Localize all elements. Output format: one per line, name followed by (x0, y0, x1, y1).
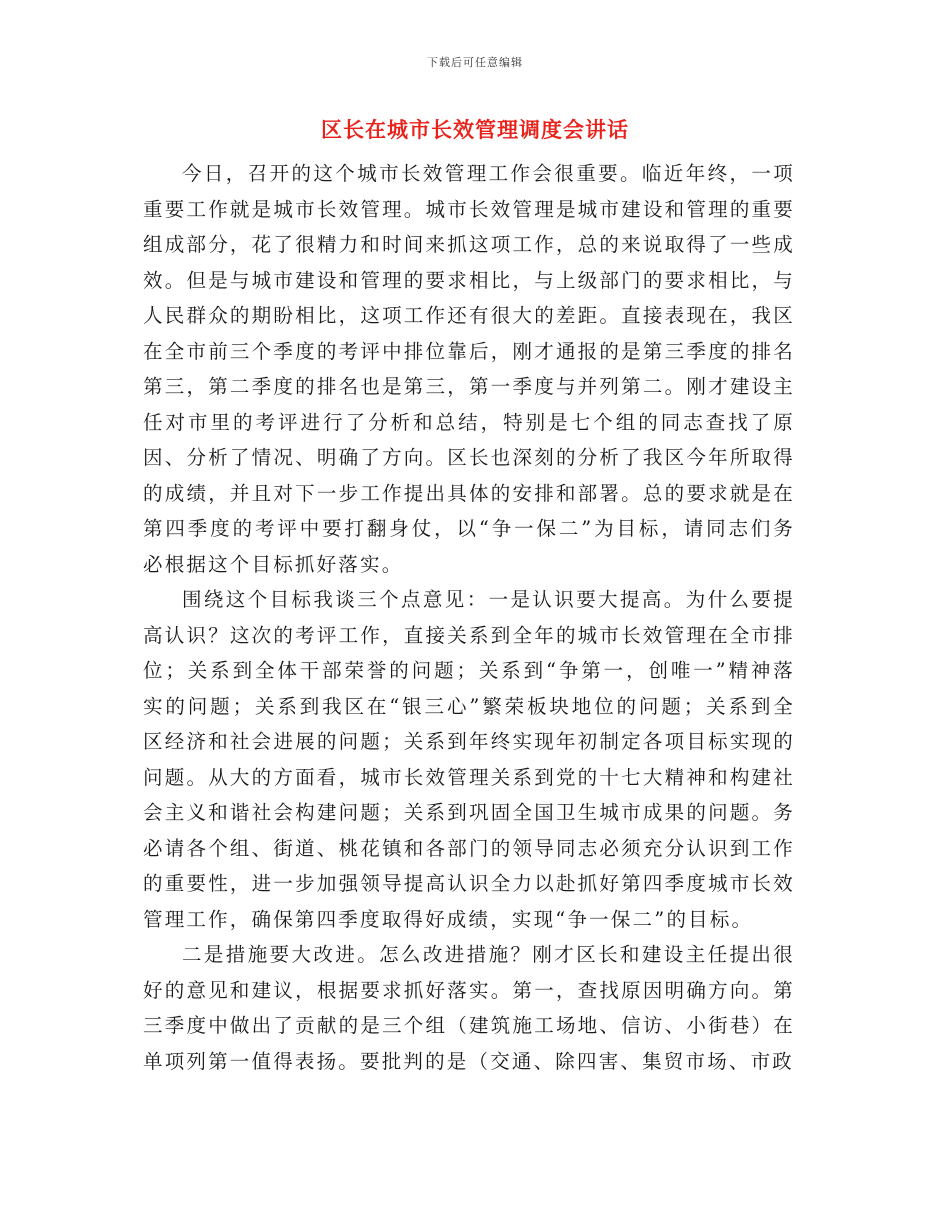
paragraph-3: 二是措施要大改进。怎么改进措施？刚才区长和建设主任提出很好的意见和建议，根据要求抓好落实。第一，查找原因明确方向。第三季度中做出了贡献的是三个组（建筑施工场地、信访、小街巷）在单项列第一值得表扬。要批判的是（交通、除四害、集贸市场、市政 (143, 943, 795, 1073)
paragraph-2: 围绕这个目标我谈三个点意见：一是认识要大提高。为什么要提高认识？这次的考评工作，直接关系到全年的城市长效管理在全市排位；关系到全体干部荣誉的问题；关系到“争第一，创唯一”精神落实的问题；关系到我区在“银三心”繁荣板块地位的问题；关系到全区经济和社会进展的问题；关系到年终实现年初制定各项目标实现的问题。从大的方面看，城市长效管理关系到党的十七大精神和构建社会主义和谐社会构建问题；关系到巩固全国卫生城市成果的问题。务必请各个组、街道、桃花镇和各部门的领导同志必须充分认识到工作的重要性，进一步加强领导提高认识全力以赴抓好第四季度城市长效管理工作，确保第四季度取得好成绩，实现“争一保二”的目标。 (143, 588, 795, 931)
document-body (143, 156, 795, 1079)
paragraph-1: 今日，召开的这个城市长效管理工作会很重要。临近年终，一项重要工作就是城市长效管理。城市长效管理是城市建设和管理的重要组成部分，花了很精力和时间来抓这项工作，总的来说取得了一些成效。但是与城市建设和管理的要求相比，与上级部门的要求相比，与人民群众的期盼相比，这项工作还有很大的差距。直接表现在，我区在全市前三个季度的考评中排位靠后，刚才通报的是第三季度的排名第三，第二季度的排名也是第三，第一季度与并列第二。刚才建设主任对市里的考评进行了分析和总结，特别是七个组的同志查找了原因、分析了情况、明确了方向。区长也深刻的分析了我区今年所取得的成绩，并且对下一步工作提出具体的安排和部署。总的要求就是在第四季度的考评中要打翻身仗，以“争一保二”为目标，请同志们务必根据这个目标抓好落实。 (143, 162, 795, 576)
document-title: 区长在城市长效管理调度会讲话 (321, 117, 629, 142)
header-note: 下载后可任意编辑 (427, 56, 523, 69)
